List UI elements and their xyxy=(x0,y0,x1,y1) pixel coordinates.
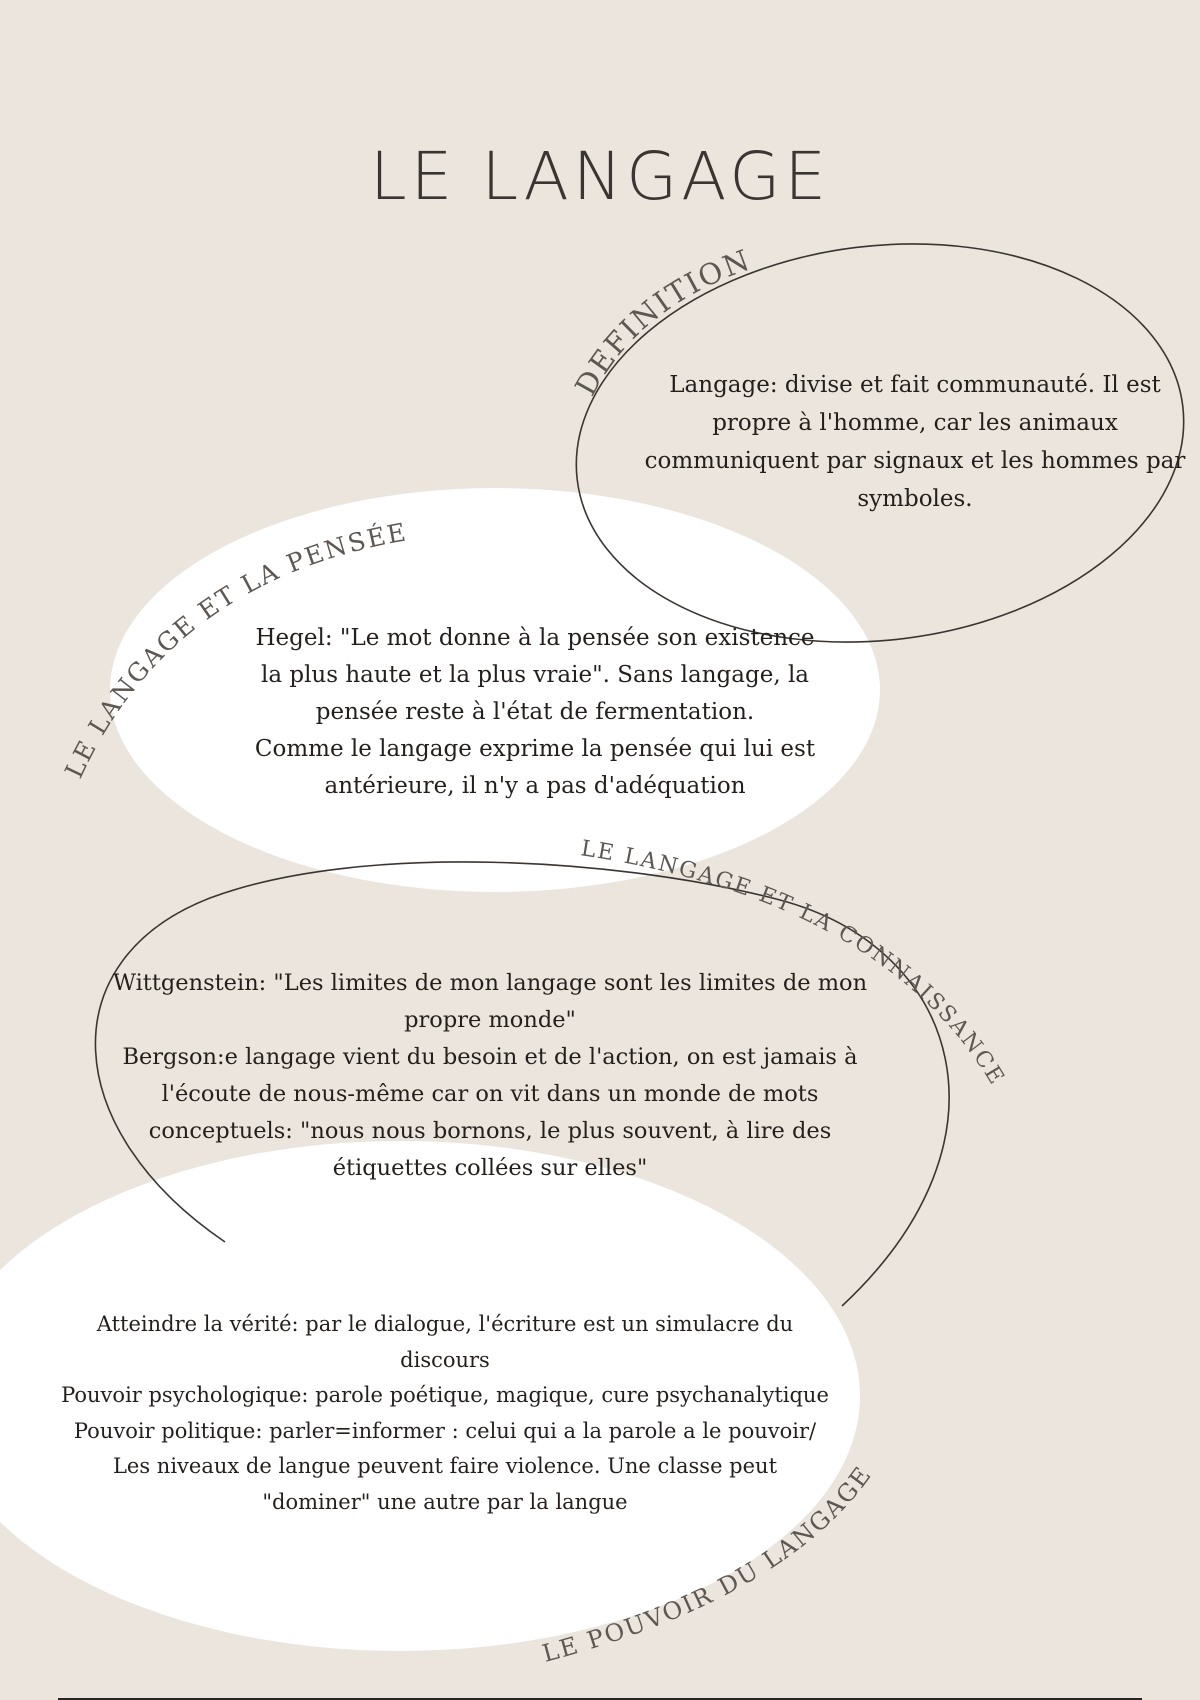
definition-paragraph: Langage: divise et fait communauté. Il est propre à l'homme, car les animaux communiquent par signaux et les hommes par symboles. xyxy=(644,372,1186,512)
pensee-label: LE LANGAGE ET LA PENSÉE xyxy=(59,517,410,783)
pensee-paragraph-adequation: Comme le langage exprime la pensée qui lui est antérieure, il n'y a pas d'adéquation xyxy=(254,736,816,799)
definition-label: DEFINITION xyxy=(568,242,756,402)
connaissance-text xyxy=(110,965,870,1187)
pouvoir-paragraph-psychologique: Pouvoir psychologique: parole poétique, magique, cure psychanalytique xyxy=(61,1383,829,1407)
pouvoir-label: LE POUVOIR DU LANGAGE xyxy=(539,1460,878,1668)
pensee-text xyxy=(245,620,825,805)
connaissance-label: LE LANGAGE ET LA CONNAISSANCE xyxy=(579,836,1010,1091)
pouvoir-text xyxy=(60,1307,830,1520)
pouvoir-paragraph-verite: Atteindre la vérité: par le dialogue, l'écriture est un simulacre du discours xyxy=(96,1312,794,1372)
page-title: LE LANGAGE xyxy=(369,138,831,215)
connaissance-paragraph-bergson: Bergson:e langage vient du besoin et de l'action, on est jamais à l'écoute de nous-même car on vit dans un monde de mots conceptuels: "nous nous bornons, le plus souvent, à lire des étiquettes collées sur elles" xyxy=(122,1044,858,1181)
connaissance-paragraph-wittgenstein: Wittgenstein: "Les limites de mon langage sont les limites de mon propre monde" xyxy=(112,970,868,1033)
definition-text xyxy=(635,366,1195,518)
pensee-paragraph-hegel: Hegel: "Le mot donne à la pensée son existence la plus haute et la plus vraie". Sans langage, la pensée reste à l'état de fermentation. xyxy=(255,625,815,725)
pouvoir-paragraph-politique: Pouvoir politique: parler=informer : celui qui a la parole a le pouvoir/ Les niveaux de langue peuvent faire violence. Une classe peut "dominer" une autre par la langue xyxy=(73,1418,817,1514)
